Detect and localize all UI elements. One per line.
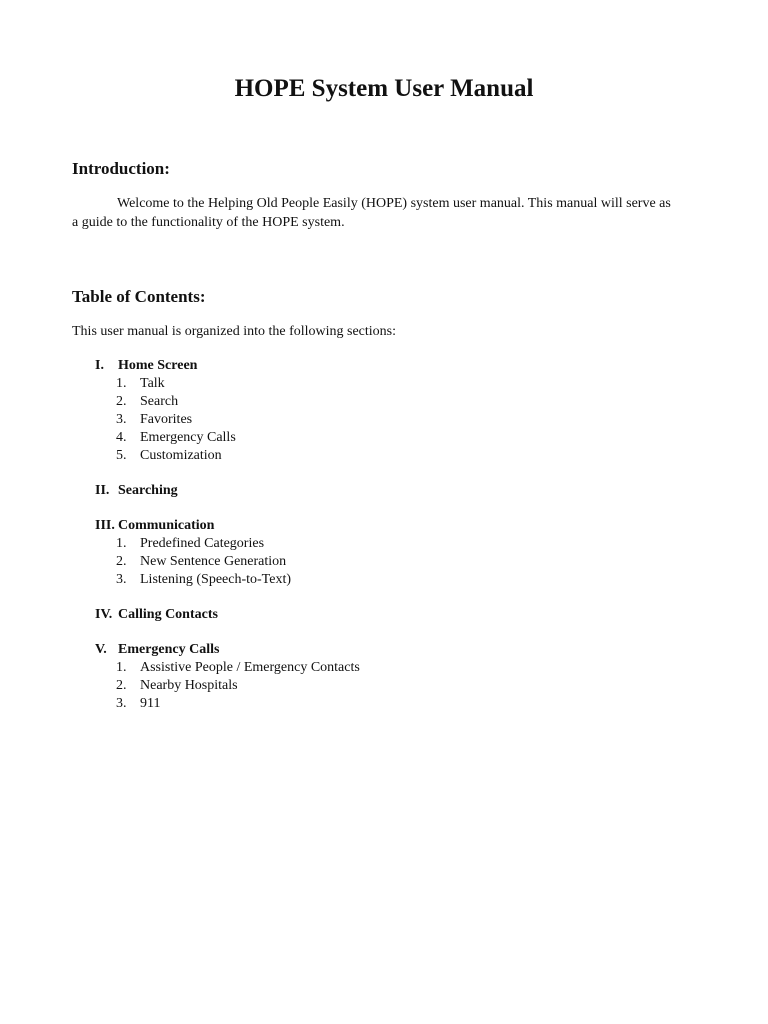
subsection-label: Listening (Speech-to-Text) (140, 572, 292, 587)
subsection-label: Search (140, 394, 179, 409)
introduction-paragraph: Welcome to the Helping Old People Easily (HOPE) system user manual. This manual will serve as a guide to the functionality of the HOPE system. (72, 196, 671, 230)
subsection-label: Talk (140, 376, 165, 391)
toc-subsection-item (95, 695, 655, 713)
subsection-label: Nearby Hospitals (140, 678, 238, 693)
toc-list (95, 357, 655, 730)
subsection-number: 1. (116, 660, 127, 675)
toc-subsection-list (95, 659, 655, 713)
toc-subsection-item (95, 393, 655, 411)
subsection-number: 4. (116, 430, 127, 445)
section-title: Home Screen (118, 358, 198, 373)
toc-section-heading (95, 606, 655, 624)
subsection-number: 1. (116, 376, 127, 391)
toc-section (95, 606, 655, 624)
toc-heading: Table of Contents: (72, 287, 206, 306)
section-title: Emergency Calls (118, 642, 220, 657)
subsection-label: New Sentence Generation (140, 554, 287, 569)
toc-subsection-item (95, 429, 655, 447)
section-title: Communication (118, 518, 215, 533)
document-title: HOPE System User Manual (234, 75, 534, 102)
subsection-label: Favorites (140, 412, 193, 427)
toc-lead-text: This user manual is organized into the following sections: (72, 324, 397, 339)
section-numeral: I. (95, 358, 104, 373)
toc-section (95, 517, 655, 589)
toc-section (95, 357, 655, 465)
subsection-number: 2. (116, 394, 127, 409)
subsection-label: Predefined Categories (140, 536, 265, 551)
section-numeral: II. (95, 483, 110, 498)
subsection-number: 3. (116, 696, 127, 711)
subsection-number: 2. (116, 678, 127, 693)
toc-subsection-item (95, 659, 655, 677)
toc-section (95, 482, 655, 500)
subsection-label: Customization (140, 448, 222, 463)
subsection-number: 5. (116, 448, 127, 463)
toc-subsection-item (95, 553, 655, 571)
toc-subsection-item (95, 677, 655, 695)
subsection-label: Emergency Calls (140, 430, 236, 445)
toc-section (95, 641, 655, 713)
toc-subsection-list (95, 375, 655, 465)
subsection-number: 1. (116, 536, 127, 551)
section-numeral: IV. (95, 607, 113, 622)
subsection-label: 911 (140, 696, 161, 711)
introduction-heading: Introduction: (72, 159, 170, 178)
section-title: Calling Contacts (118, 607, 218, 622)
subsection-label: Assistive People / Emergency Contacts (140, 660, 360, 675)
section-title: Searching (118, 483, 178, 498)
toc-subsection-item (95, 535, 655, 553)
toc-section-heading (95, 482, 655, 500)
subsection-number: 3. (116, 412, 127, 427)
toc-section-heading (95, 641, 655, 659)
section-numeral: V. (95, 642, 107, 657)
toc-section-heading (95, 517, 655, 535)
subsection-number: 2. (116, 554, 127, 569)
toc-section-heading (95, 357, 655, 375)
toc-subsection-item (95, 375, 655, 393)
toc-subsection-item (95, 571, 655, 589)
toc-subsection-list (95, 535, 655, 589)
toc-subsection-item (95, 447, 655, 465)
toc-subsection-item (95, 411, 655, 429)
subsection-number: 3. (116, 572, 127, 587)
section-numeral: III. (95, 518, 115, 533)
